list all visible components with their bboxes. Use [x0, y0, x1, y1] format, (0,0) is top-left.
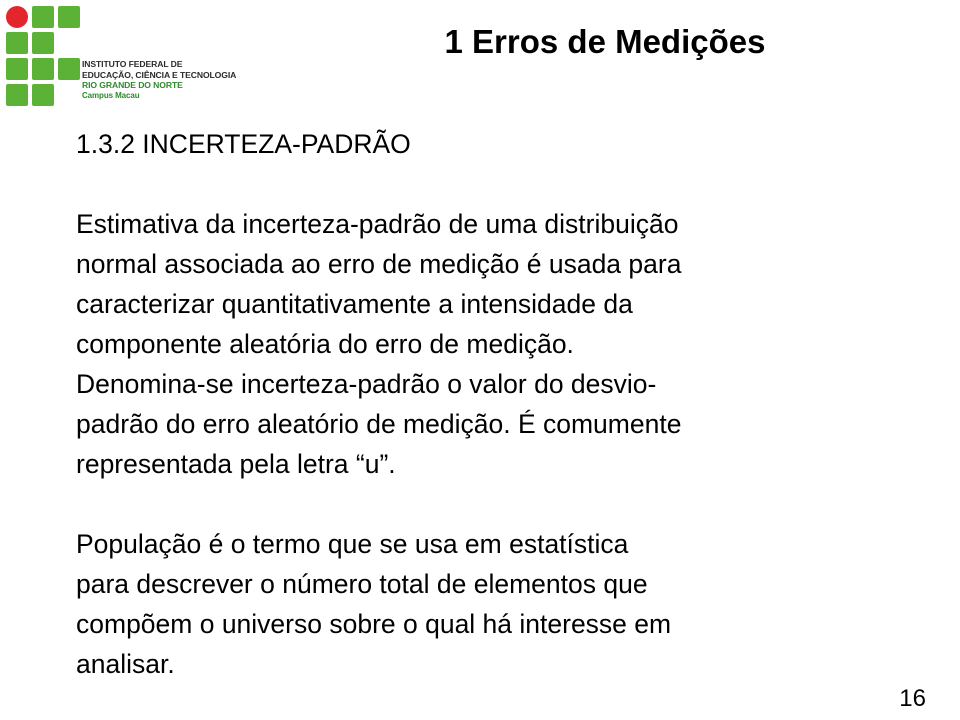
logo-state-line: RIO GRANDE DO NORTE — [82, 80, 183, 90]
logo-red-circle — [6, 6, 28, 28]
logo-campus-line: Campus Macau — [82, 90, 140, 100]
institution-logo — [2, 2, 282, 108]
spacer — [76, 484, 936, 524]
logo-square — [58, 6, 80, 28]
logo-institution-line: INSTITUTO FEDERAL DE — [82, 59, 183, 69]
logo-text — [82, 59, 282, 101]
logo-square — [32, 6, 54, 28]
page-number: 16 — [899, 685, 926, 712]
slide-body — [76, 124, 936, 684]
logo-square — [6, 32, 28, 54]
logo-square — [6, 84, 28, 106]
logo-square — [6, 58, 28, 80]
logo-square — [32, 84, 54, 106]
paragraph-definition: Estimativa da incerteza-padrão de uma distribuição normal associada ao erro de medição é usada para caracterizar quantitativamente a intensidade da componente aleatória do erro de medição. — [76, 209, 682, 359]
section-heading: 1.3.2 INCERTEZA-PADRÃO — [76, 129, 411, 159]
logo-square — [32, 32, 54, 54]
logo-square — [32, 58, 54, 80]
paragraph-population: População é o termo que se usa em estatística para descrever o número total de elementos que compõem o universo sobre o qual há interesse em analisar. — [76, 529, 672, 679]
logo-grid-icon — [2, 2, 82, 106]
paragraph-standard-uncertainty: Denomina-se incerteza-padrão o valor do desvio- padrão do erro aleatório de medição. É comumente representada pela letra “u”. — [76, 369, 682, 479]
slide-title: 1 Erros de Medições — [444, 23, 766, 60]
logo-institution-line: EDUCAÇÃO, CIÊNCIA E TECNOLOGIA — [82, 69, 237, 80]
spacer — [76, 164, 936, 204]
logo-square — [58, 58, 80, 80]
